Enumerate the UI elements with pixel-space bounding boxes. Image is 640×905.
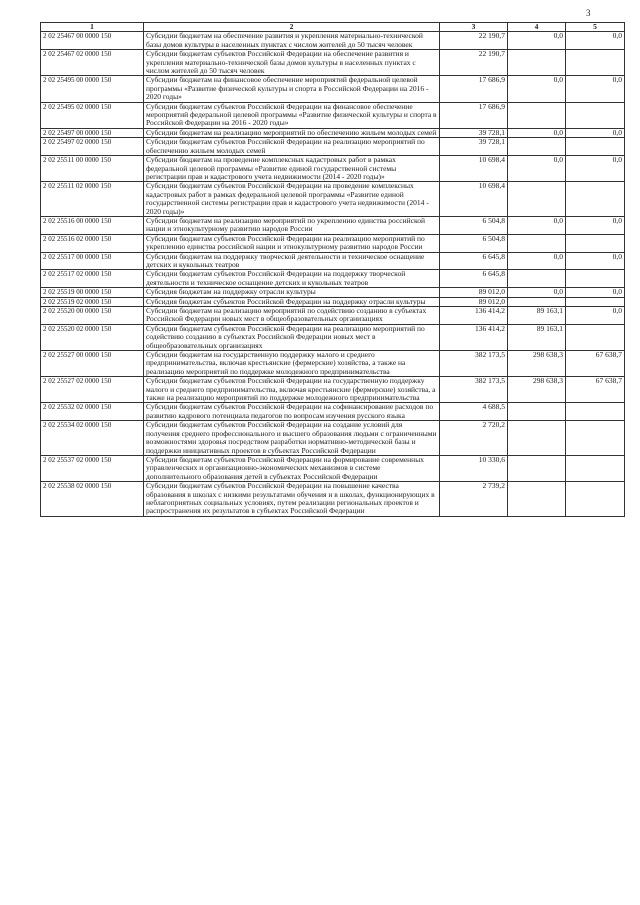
amount-col5-cell: 0,0 [566, 76, 625, 102]
budget-code-cell: 2 02 25467 00 0000 150 [41, 32, 144, 50]
amount-col3-cell: 89 012,0 [440, 288, 508, 297]
description-cell: Субсидии бюджетам субъектов Российской Федерации на обеспечение развития и укрепления материально-технической базы домов культуры в населенных пунктах с числом жителей до 50 тысяч человек [144, 50, 440, 76]
column-header: 5 [566, 23, 625, 32]
table-row [41, 138, 625, 156]
amount-col5-cell: 0,0 [566, 288, 625, 297]
budget-code-cell: 2 02 25517 00 0000 150 [41, 252, 144, 270]
amount-col3-cell: 4 688,5 [440, 403, 508, 421]
budget-code-cell: 2 02 25520 02 0000 150 [41, 324, 144, 350]
amount-col3-cell: 17 686,9 [440, 102, 508, 128]
description-cell: Субсидии бюджетам на финансовое обеспечение мероприятий федеральной целевой программы «Развитие физической культуры и спорта в Российской Федерации на 2016 - 2020 годы» [144, 76, 440, 102]
description-cell: Субсидии бюджетам субъектов Российской Федерации на софинансирование расходов по развитию кадрового потенциала педагогов по вопросам изучения русского языка [144, 403, 440, 421]
amount-col3-cell: 22 190,7 [440, 50, 508, 76]
budget-code-cell: 2 02 25537 02 0000 150 [41, 455, 144, 481]
amount-col5-cell [566, 138, 625, 156]
amount-col3-cell: 89 012,0 [440, 297, 508, 306]
column-header: 2 [144, 23, 440, 32]
amount-col3-cell: 136 414,2 [440, 324, 508, 350]
amount-col4-cell [508, 234, 566, 252]
amount-col5-cell: 0,0 [566, 307, 625, 325]
amount-col5-cell: 0,0 [566, 32, 625, 50]
amount-col4-cell [508, 403, 566, 421]
budget-code-cell: 2 02 25495 00 0000 150 [41, 76, 144, 102]
amount-col5-cell [566, 270, 625, 288]
amount-col4-cell [508, 455, 566, 481]
amount-col3-cell: 10 698,4 [440, 182, 508, 217]
description-cell: Субсидии бюджетам субъектов Российской Федерации на проведение комплексных кадастровых работ в рамках федеральной целевой программы «Развитие единой государственной системы регистрации прав и кадастрового учета недвижимости (2014 - 2020 годы)» [144, 182, 440, 217]
table-row [41, 216, 625, 234]
budget-code-cell: 2 02 25497 00 0000 150 [41, 128, 144, 137]
amount-col3-cell: 382 173,5 [440, 377, 508, 403]
amount-col5-cell [566, 324, 625, 350]
budget-code-cell: 2 02 25516 00 0000 150 [41, 216, 144, 234]
description-cell: Субсидии бюджетам на государственную поддержку малого и среднего предпринимательства, включая крестьянские (фермерские) хозяйства, а также на реализацию мероприятий по поддержке молодежного предпринимательства [144, 351, 440, 377]
amount-col3-cell: 39 728,1 [440, 138, 508, 156]
description-cell: Субсидии бюджетам субъектов Российской Федерации на поддержку творческой деятельности и техническое оснащение детских и кукольных театров [144, 270, 440, 288]
column-header: 4 [508, 23, 566, 32]
amount-col3-cell: 2 720,2 [440, 421, 508, 456]
table-row [41, 270, 625, 288]
budget-code-cell: 2 02 25519 00 0000 150 [41, 288, 144, 297]
amount-col5-cell: 67 638,7 [566, 377, 625, 403]
amount-col4-cell: 0,0 [508, 128, 566, 137]
table-row [41, 377, 625, 403]
amount-col3-cell: 10 330,6 [440, 455, 508, 481]
budget-code-cell: 2 02 25511 00 0000 150 [41, 156, 144, 182]
description-cell: Субсидии бюджетам субъектов Российской Федерации на реализацию мероприятий по укреплению единства российской нации и этнокультурному развитию народов России [144, 234, 440, 252]
table-row [41, 307, 625, 325]
description-cell: Субсидии бюджетам субъектов Российской Федерации на создание условий для получения среднего профессионального и высшего образования людьми с ограниченными возможностями здоровья посредством разработки нормативно-методической базы и поддержки инициативных проектов в субъектах Российской Федерации [144, 421, 440, 456]
amount-col4-cell [508, 270, 566, 288]
budget-code-cell: 2 02 25517 02 0000 150 [41, 270, 144, 288]
amount-col3-cell: 136 414,2 [440, 307, 508, 325]
amount-col5-cell: 0,0 [566, 216, 625, 234]
amount-col4-cell: 0,0 [508, 288, 566, 297]
description-cell: Субсидия бюджетам на поддержку отрасли культуры [144, 288, 440, 297]
amount-col3-cell: 2 739,2 [440, 482, 508, 517]
budget-code-cell: 2 02 25467 02 0000 150 [41, 50, 144, 76]
description-cell: Субсидии бюджетам субъектов Российской Федерации на финансовое обеспечение мероприятий федеральной целевой программы «Развитие физической культуры и спорта в Российской Федерации на 2016 - 2020 годы» [144, 102, 440, 128]
amount-col4-cell: 298 638,3 [508, 351, 566, 377]
page-number: 3 [586, 8, 591, 18]
budget-code-cell: 2 02 25516 02 0000 150 [41, 234, 144, 252]
amount-col4-cell: 298 638,3 [508, 377, 566, 403]
amount-col4-cell: 89 163,1 [508, 307, 566, 325]
amount-col4-cell [508, 138, 566, 156]
amount-col3-cell: 6 645,8 [440, 252, 508, 270]
amount-col5-cell [566, 455, 625, 481]
table-row [41, 32, 625, 50]
amount-col5-cell: 0,0 [566, 128, 625, 137]
amount-col4-cell: 0,0 [508, 76, 566, 102]
table-row [41, 102, 625, 128]
budget-code-cell: 2 02 25527 00 0000 150 [41, 351, 144, 377]
description-cell: Субсидии бюджетам субъектов Российской Федерации на формирование современных управленческих и организационно-экономических механизмов в системе дополнительного образования детей в субъектах Российской Федерации [144, 455, 440, 481]
amount-col5-cell [566, 482, 625, 517]
description-cell: Субсидии бюджетам на реализацию мероприятий по укреплению единства российской нации и этнокультурному развитию народов России [144, 216, 440, 234]
amount-col3-cell: 22 190,7 [440, 32, 508, 50]
table-row [41, 76, 625, 102]
amount-col3-cell: 17 686,9 [440, 76, 508, 102]
amount-col5-cell [566, 182, 625, 217]
amount-col4-cell: 0,0 [508, 32, 566, 50]
table-row [41, 234, 625, 252]
budget-code-cell: 2 02 25538 02 0000 150 [41, 482, 144, 517]
table-row [41, 252, 625, 270]
budget-code-cell: 2 02 25495 02 0000 150 [41, 102, 144, 128]
description-cell: Субсидии бюджетам субъектов Российской Федерации на государственную поддержку малого и среднего предпринимательства, включая крестьянские (фермерские) хозяйства, а также на реализацию мероприятий по поддержке молодежного предпринимательства [144, 377, 440, 403]
budget-code-cell: 2 02 25519 02 0000 150 [41, 297, 144, 306]
amount-col4-cell [508, 182, 566, 217]
amount-col4-cell: 0,0 [508, 156, 566, 182]
table-row [41, 482, 625, 517]
table-row [41, 50, 625, 76]
table-row [41, 288, 625, 297]
amount-col4-cell [508, 482, 566, 517]
table-row [41, 455, 625, 481]
amount-col4-cell: 89 163,1 [508, 324, 566, 350]
amount-col5-cell: 0,0 [566, 156, 625, 182]
amount-col4-cell: 0,0 [508, 252, 566, 270]
description-cell: Субсидии бюджетам субъектов Российской Федерации на реализацию мероприятий по обеспечению жильем молодых семей [144, 138, 440, 156]
budget-code-cell: 2 02 25511 02 0000 150 [41, 182, 144, 217]
table-row [41, 421, 625, 456]
description-cell: Субсидии бюджетам на поддержку творческой деятельности и техническое оснащение детских и кукольных театров [144, 252, 440, 270]
amount-col4-cell: 0,0 [508, 216, 566, 234]
amount-col3-cell: 6 645,8 [440, 270, 508, 288]
table-row [41, 324, 625, 350]
budget-code-cell: 2 02 25520 00 0000 150 [41, 307, 144, 325]
table-row [41, 182, 625, 217]
amount-col4-cell [508, 421, 566, 456]
table-row [41, 156, 625, 182]
amount-col3-cell: 6 504,8 [440, 216, 508, 234]
description-cell: Субсидии бюджетам на обеспечение развития и укрепления материально-технической базы домов культуры в населенных пунктах с числом жителей до 50 тысяч человек [144, 32, 440, 50]
table-row [41, 403, 625, 421]
budget-table [40, 22, 625, 517]
amount-col5-cell: 67 638,7 [566, 351, 625, 377]
description-cell: Субсидии бюджетам субъектов Российской Федерации на реализацию мероприятий по содействию созданию в субъектах Российской Федерации новых мест в общеобразовательных организациях [144, 324, 440, 350]
description-cell: Субсидии бюджетам на реализацию мероприятий по содействию созданию в субъектах Российской Федерации новых мест в общеобразовательных организациях [144, 307, 440, 325]
amount-col5-cell [566, 421, 625, 456]
description-cell: Субсидии бюджетам на проведение комплексных кадастровых работ в рамках федеральной целевой программы «Развитие единой государственной системы регистрации прав и кадастрового учета недвижимости (2014 - 2020 годы)» [144, 156, 440, 182]
budget-code-cell: 2 02 25532 02 0000 150 [41, 403, 144, 421]
description-cell: Субсидии бюджетам на реализацию мероприятий по обеспечению жильем молодых семей [144, 128, 440, 137]
amount-col5-cell [566, 102, 625, 128]
amount-col3-cell: 10 698,4 [440, 156, 508, 182]
budget-code-cell: 2 02 25497 02 0000 150 [41, 138, 144, 156]
budget-code-cell: 2 02 25534 02 0000 150 [41, 421, 144, 456]
amount-col5-cell: 0,0 [566, 252, 625, 270]
amount-col5-cell [566, 403, 625, 421]
amount-col4-cell [508, 50, 566, 76]
budget-code-cell: 2 02 25527 02 0000 150 [41, 377, 144, 403]
amount-col5-cell [566, 50, 625, 76]
description-cell: Субсидия бюджетам субъектов Российской Федерации на поддержку отрасли культуры [144, 297, 440, 306]
amount-col5-cell [566, 234, 625, 252]
amount-col3-cell: 382 173,5 [440, 351, 508, 377]
table-row [41, 351, 625, 377]
column-header: 3 [440, 23, 508, 32]
column-header: 1 [41, 23, 144, 32]
amount-col3-cell: 39 728,1 [440, 128, 508, 137]
description-cell: Субсидии бюджетам субъектов Российской Федерации на повышение качества образования в школах с низкими результатами обучения и в школах, функционирующих в неблагоприятных социальных условиях, путем реализации региональных проектов и распространения их результатов в субъектах Российской Федерации [144, 482, 440, 517]
amount-col4-cell [508, 102, 566, 128]
amount-col3-cell: 6 504,8 [440, 234, 508, 252]
